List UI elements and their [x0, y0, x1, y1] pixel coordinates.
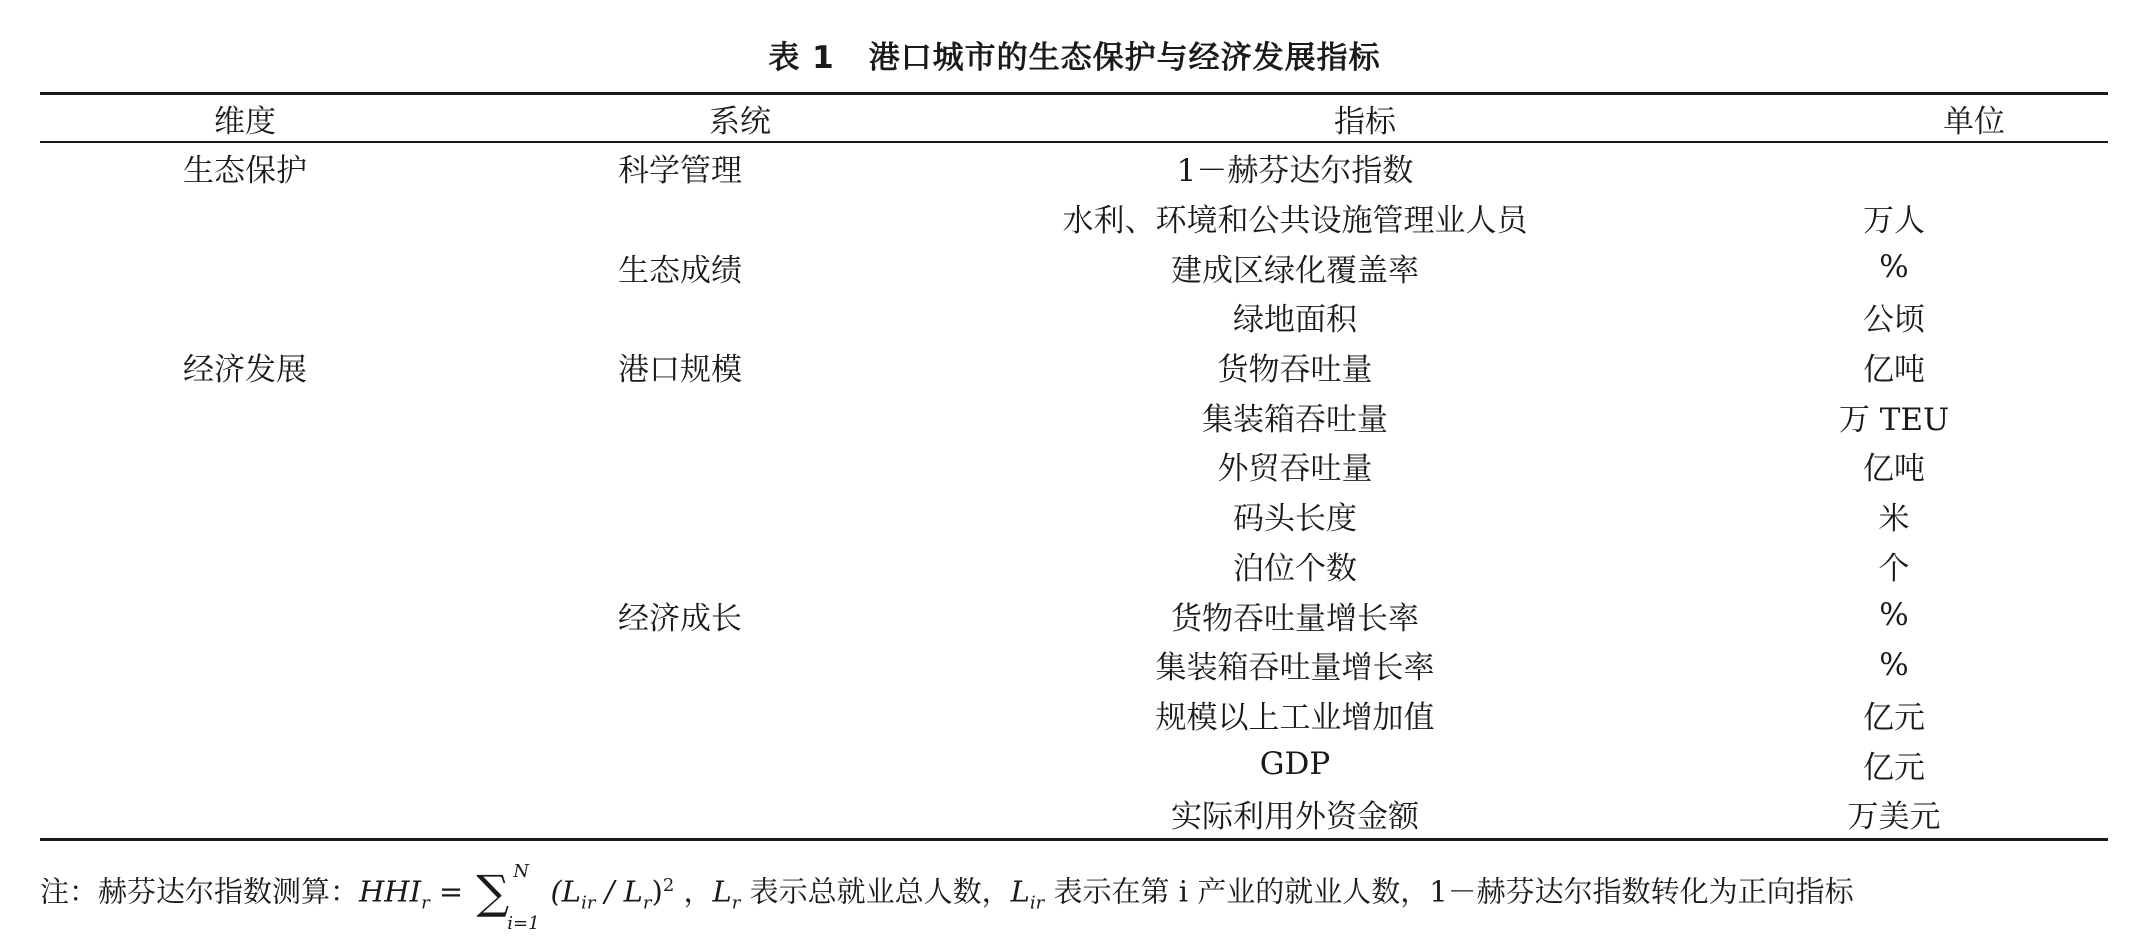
- cell-system: 生态成绩: [618, 252, 742, 289]
- table-row: [40, 541, 2108, 591]
- cell-unit: %: [1879, 597, 1909, 634]
- table-row: [40, 242, 2108, 292]
- note-text-3: 表示在第 i 产业的就业人数，1－赫芬达尔指数转化为正向指标: [1053, 874, 1854, 909]
- cell-system: [450, 193, 910, 243]
- formula-body-end: ): [651, 874, 663, 909]
- formula-body-sub2: r: [642, 892, 652, 914]
- table-row: [40, 193, 2108, 243]
- table-title: 港口城市的生态保护与经济发展指标: [868, 40, 1381, 76]
- cell-indicator: 1－赫芬达尔指数: [1176, 153, 1414, 190]
- header-system: 系统: [709, 103, 771, 140]
- sigma-symbol: ∑: [476, 864, 510, 919]
- sigma-limits: [507, 860, 541, 934]
- table-row: [40, 789, 2108, 839]
- header-unit: 单位: [1943, 103, 2005, 140]
- cell-indicator: 集装箱吞吐量: [1202, 401, 1388, 438]
- cell-unit: 万人: [1863, 203, 1925, 240]
- cell-dimension: [40, 739, 450, 789]
- cell-dimension: 经济发展: [183, 352, 307, 389]
- cell-unit: %: [1879, 646, 1909, 683]
- table-caption: [0, 32, 2149, 77]
- formula-body-mid: / L: [604, 874, 643, 909]
- cell-unit: 亿吨: [1863, 451, 1925, 488]
- cell-dimension: [40, 242, 450, 292]
- formula-equals: =: [438, 874, 464, 909]
- cell-unit: 米: [1878, 501, 1910, 538]
- cell-indicator: GDP: [1259, 746, 1331, 783]
- cell-dimension: [40, 193, 450, 243]
- cell-unit: 亿吨: [1863, 352, 1925, 389]
- cell-indicator: 码头长度: [1233, 501, 1357, 538]
- cell-dimension: [40, 292, 450, 342]
- table-row: [40, 342, 2108, 392]
- formula-power: 2: [662, 875, 675, 896]
- cell-dimension: [40, 391, 450, 441]
- cell-indicator: 泊位个数: [1233, 550, 1357, 587]
- cell-system: 科学管理: [618, 153, 742, 190]
- sigma-upper: N: [513, 860, 530, 882]
- table-number: 表 1: [768, 40, 835, 76]
- sigma-lower: i=1: [507, 912, 540, 934]
- cell-indicator: 外贸吞吐量: [1217, 451, 1373, 488]
- formula-body-sub1: ir: [581, 892, 596, 914]
- table-body: [40, 143, 2108, 839]
- cell-indicator: 规模以上工业增加值: [1155, 699, 1435, 736]
- cell-indicator: 建成区绿化覆盖率: [1171, 252, 1419, 289]
- table-row: [40, 292, 2108, 342]
- cell-unit: 亿元: [1863, 749, 1925, 786]
- cell-dimension: [40, 541, 450, 591]
- cell-system: [450, 441, 910, 491]
- cell-unit: [1680, 143, 2108, 193]
- cell-indicator: 实际利用外资金额: [1171, 799, 1419, 836]
- cell-system: 港口规模: [618, 352, 742, 389]
- cell-dimension: [40, 590, 450, 640]
- cell-system: [450, 491, 910, 541]
- header-indicator: 指标: [1334, 103, 1396, 140]
- cell-dimension: [40, 441, 450, 491]
- table-row: [40, 640, 2108, 690]
- cell-system: [450, 690, 910, 740]
- cell-unit: 万美元: [1847, 799, 1941, 836]
- cell-indicator: 绿地面积: [1233, 302, 1357, 339]
- cell-system: [450, 541, 910, 591]
- table-row: [40, 690, 2108, 740]
- formula-lhs: HHI: [359, 874, 422, 909]
- header-dimension: 维度: [214, 103, 276, 140]
- cell-system: 经济成长: [618, 600, 742, 637]
- cell-system: [450, 391, 910, 441]
- cell-system: [450, 640, 910, 690]
- cell-system: [450, 292, 910, 342]
- cell-unit: 万 TEU: [1838, 401, 1950, 438]
- table-row: [40, 441, 2108, 491]
- cell-dimension: 生态保护: [183, 153, 307, 190]
- note-prefix: 注：赫芬达尔指数测算：: [40, 874, 360, 909]
- cell-indicator: 集装箱吞吐量增长率: [1155, 650, 1435, 687]
- cell-dimension: [40, 690, 450, 740]
- note-var-lir-sub: ir: [1029, 892, 1045, 914]
- table-header: [40, 95, 2108, 141]
- table-row: [40, 739, 2108, 789]
- note-var-lr: L: [712, 874, 732, 909]
- cell-indicator: 货物吞吐量: [1217, 352, 1373, 389]
- cell-system: [450, 789, 910, 839]
- cell-indicator: 货物吞吐量增长率: [1171, 600, 1419, 637]
- note-text-2: 表示总就业总人数，: [749, 874, 1011, 909]
- cell-dimension: [40, 789, 450, 839]
- cell-unit: 公顷: [1863, 302, 1925, 339]
- formula-body: (L: [550, 874, 582, 909]
- cell-unit: %: [1879, 249, 1909, 286]
- cell-indicator: 水利、环境和公共设施管理业人员: [1062, 203, 1528, 240]
- cell-system: [450, 739, 910, 789]
- header-row: [40, 95, 2108, 141]
- note-var-lir: L: [1010, 874, 1030, 909]
- table-note: 注：赫芬达尔指数测算：$HHI_r$ = ∑ N i=1 $(L_{ir} / L_r)^2$ ，$L_r$ 表示总就业总人数，$L_{ir}$ 表示在第 i 产业的就业人数，1－赫芬达尔指数转化为正向指标: [40, 866, 2120, 923]
- cell-dimension: [40, 640, 450, 690]
- table-row: [40, 391, 2108, 441]
- table-row: [40, 491, 2108, 541]
- note-var-lr-sub: r: [731, 892, 741, 914]
- formula-lhs-sub: r: [421, 892, 430, 914]
- cell-dimension: [40, 491, 450, 541]
- table-row: [40, 143, 2108, 193]
- cell-unit: 亿元: [1863, 699, 1925, 736]
- cell-unit: 个: [1878, 550, 1910, 587]
- table-row: [40, 590, 2108, 640]
